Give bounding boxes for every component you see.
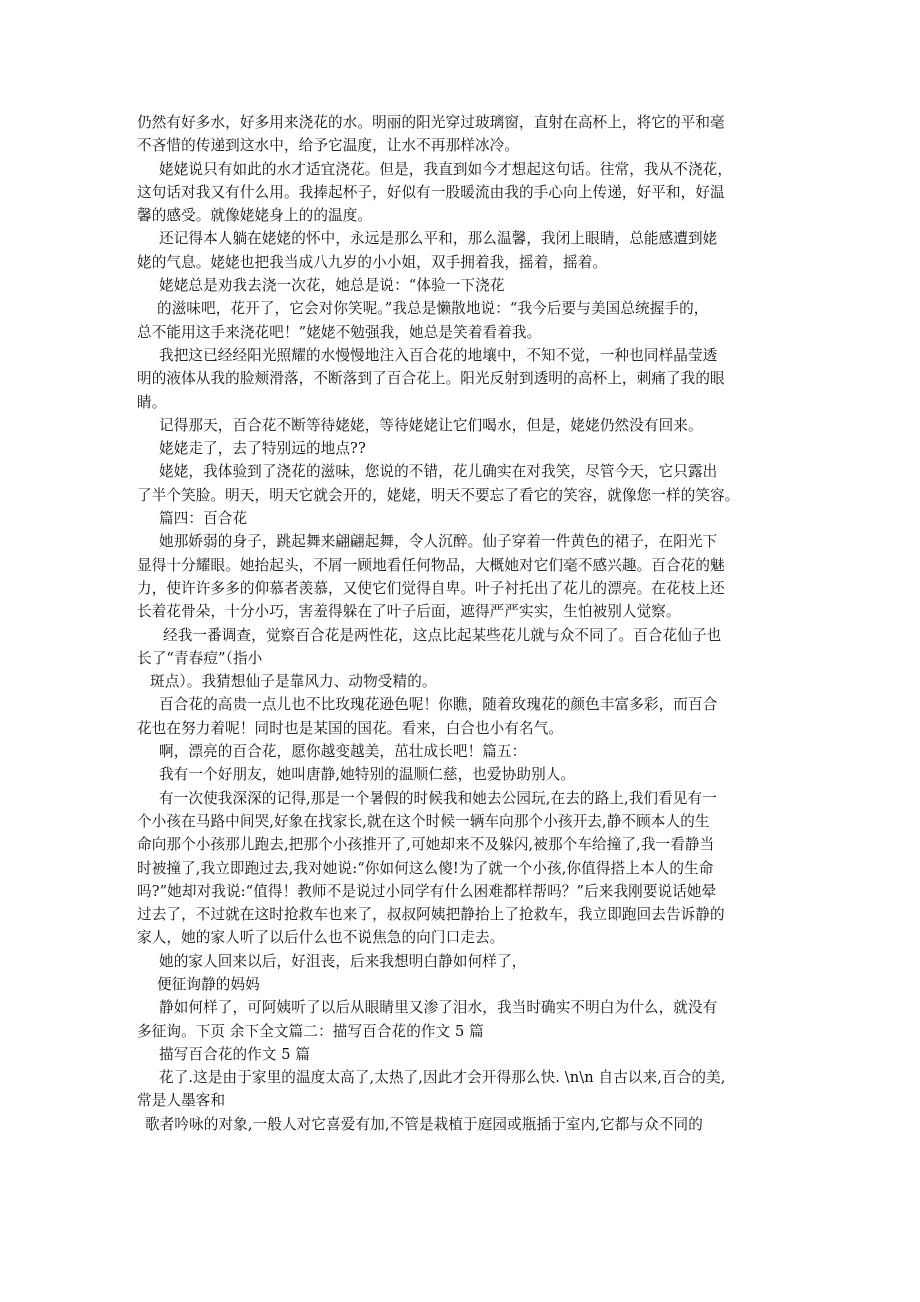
text-line: 多征询。下页 余下全文篇二：描写百合花的作文 5 篇 — [137, 1022, 484, 1040]
text-line: 总不能用这手来浇花吧！”姥姥不勉强我，她总是笑着看着我。 — [137, 323, 542, 341]
text-line: 力，使许许多多的仰慕者羡慕，又使它们觉得自卑。叶子衬托出了花儿的漂亮。在花枝上还 — [137, 579, 725, 597]
text-line: 我有一个好朋友，她叫唐静,她特别的温顺仁慈，也爱协助别人。 — [159, 766, 576, 784]
text-line: 家人，她的家人听了以后什么也不说焦急的向门口走去。 — [137, 929, 505, 947]
section-heading: 描写百合花的作文 5 篇 — [159, 1045, 311, 1063]
text-line: 馨的感受。就像姥姥身上的的温度。 — [137, 207, 373, 225]
text-line: 经我一番调查，觉察百合花是两性花，这点比起某些花儿就与众不同了。百合花仙子也 — [163, 626, 722, 644]
text-line: 啊，漂亮的百合花，愿你越变越美，茁壮成长吧！篇五： — [159, 743, 527, 761]
text-line: 姥姥走了，去了特别远的地点?? — [159, 440, 366, 458]
text-line: 长了“青春痘”（指小 — [137, 649, 263, 667]
text-line: 还记得本人躺在姥姥的怀中，永远是那么平和，那么温馨，我闭上眼睛，总能感遭到姥 — [159, 230, 718, 248]
text-line: 睛。 — [137, 393, 167, 411]
text-line: 百合花的高贵一点儿也不比玫瑰花逊色呢！你瞧，随着玫瑰花的颜色丰富多彩，而百合 — [159, 696, 718, 714]
text-line: 有一次使我深深的记得,那是一个暑假的时候我和她去公园玩,在去的路上,我们看见有一 — [159, 789, 717, 807]
text-line: 的滋味吧，花开了，它会对你笑呢。”我总是懒散地说：“我今后要与美国总统握手的， — [157, 300, 709, 318]
text-line: 这句话对我又有什么用。我捧起杯子，好似有一股暖流由我的手心向上传递，好平和，好温 — [137, 183, 725, 201]
text-line: 常是人墨客和 — [137, 1092, 226, 1110]
text-line: 姥的气息。姥姥也把我当成八九岁的小小姐，双手拥着我，摇着，摇着。 — [137, 253, 608, 271]
text-line: 显得十分耀眼。她抬起头，不屑一顾地看任何物品，大概她对它们毫不感兴趣。百合花的魅 — [137, 556, 725, 574]
text-line: 姥姥说只有如此的水才适宜浇花。但是，我直到如今才想起这句话。往常，我从不浇花， — [159, 160, 733, 178]
text-line: 斑点）。我猜想仙子是靠风力、动物受精的。 — [150, 673, 437, 691]
text-line: 姥姥，我体验到了浇花的滋味，您说的不错，花儿确实在对我笑，尽管今天，它只露出 — [159, 463, 718, 481]
text-line: 不吝惜的传递到这水中，给予它温度，让水不再那样冰冷。 — [137, 137, 520, 155]
text-line: 明的液体从我的脸颊滑落，不断落到了百合花上。阳光反射到透明的高杯上，刺痛了我的眼 — [137, 370, 725, 388]
text-line: 个小孩在马路中间哭,好象在找家长,就在这个时候一辆车向那个小孩开去,静不顾本人的生 — [137, 812, 710, 830]
text-line: 静如何样了，可阿姨听了以后从眼睛里又渗了泪水，我当时确实不明白为什么，就没有 — [159, 999, 718, 1017]
text-line: 歌者吟咏的对象,一般人对它喜爱有加,不管是栽植于庭园或瓶插于室内,它都与众不同的 — [145, 1115, 703, 1133]
text-line: 记得那天，百合花不断等待姥姥，等待姥姥让它们喝水，但是，姥姥仍然没有回来。 — [159, 416, 703, 434]
text-line: 花了.这是由于家里的温度太高了,太热了,因此才会开得那么快. \n\n 自古以来,百合的美, — [159, 1069, 726, 1087]
text-line: 便征询静的妈妈 — [157, 975, 260, 993]
text-line: 吗?”她却对我说:“值得！教师不是说过小同学有什么困难都样帮吗？”后来我刚要说话她晕 — [137, 882, 717, 900]
text-line: 我把这已经经阳光照耀的水慢慢地注入百合花的地壤中，不知不觉，一种也同样晶莹透 — [159, 346, 718, 364]
text-line: 她那娇弱的身子，跳起舞来翩翩起舞，令人沉醉。仙子穿着一件黄色的裙子，在阳光下 — [159, 533, 718, 551]
text-line: 姥姥总是劝我去浇一次花，她总是说：“体验一下浇花 — [159, 277, 505, 295]
text-line: 命向那个小孩那儿跑去,把那个小孩推开了,可她却来不及躲闪,被那个车给撞了,我一看静当 — [137, 836, 715, 854]
text-line: 了半个笑脸。明天，明天它就会开的，姥姥，明天不要忘了看它的笑容，就像您一样的笑容。 — [137, 486, 740, 504]
text-line: 长着花骨朵，十分小巧，害羞得躲在了叶子后面，遮得严严实实，生怕被别人觉察。 — [137, 603, 681, 621]
text-line: 花也在努力着呢！同时也是某国的国花。看来，白合也小有名气。 — [137, 719, 564, 737]
text-line: 她的家人回来以后，好沮丧，后来我想明白静如何样了， — [159, 952, 527, 970]
document-body — [137, 111, 787, 1136]
text-line: 过去了，不过就在这时抢救车也来了，叔叔阿姨把静抬上了抢救车，我立即跑回去告诉静的 — [137, 906, 725, 924]
text-line: 时被撞了,我立即跑过去,我对她说:“你如何这么傻!为了就一个小孩,你值得搭上本人的生命 — [137, 859, 714, 877]
text-line: 仍然有好多水，好多用来浇花的水。明丽的阳光穿过玻璃窗，直射在高杯上，将它的平和毫 — [137, 114, 725, 131]
section-heading: 篇四：百合花 — [159, 510, 248, 528]
